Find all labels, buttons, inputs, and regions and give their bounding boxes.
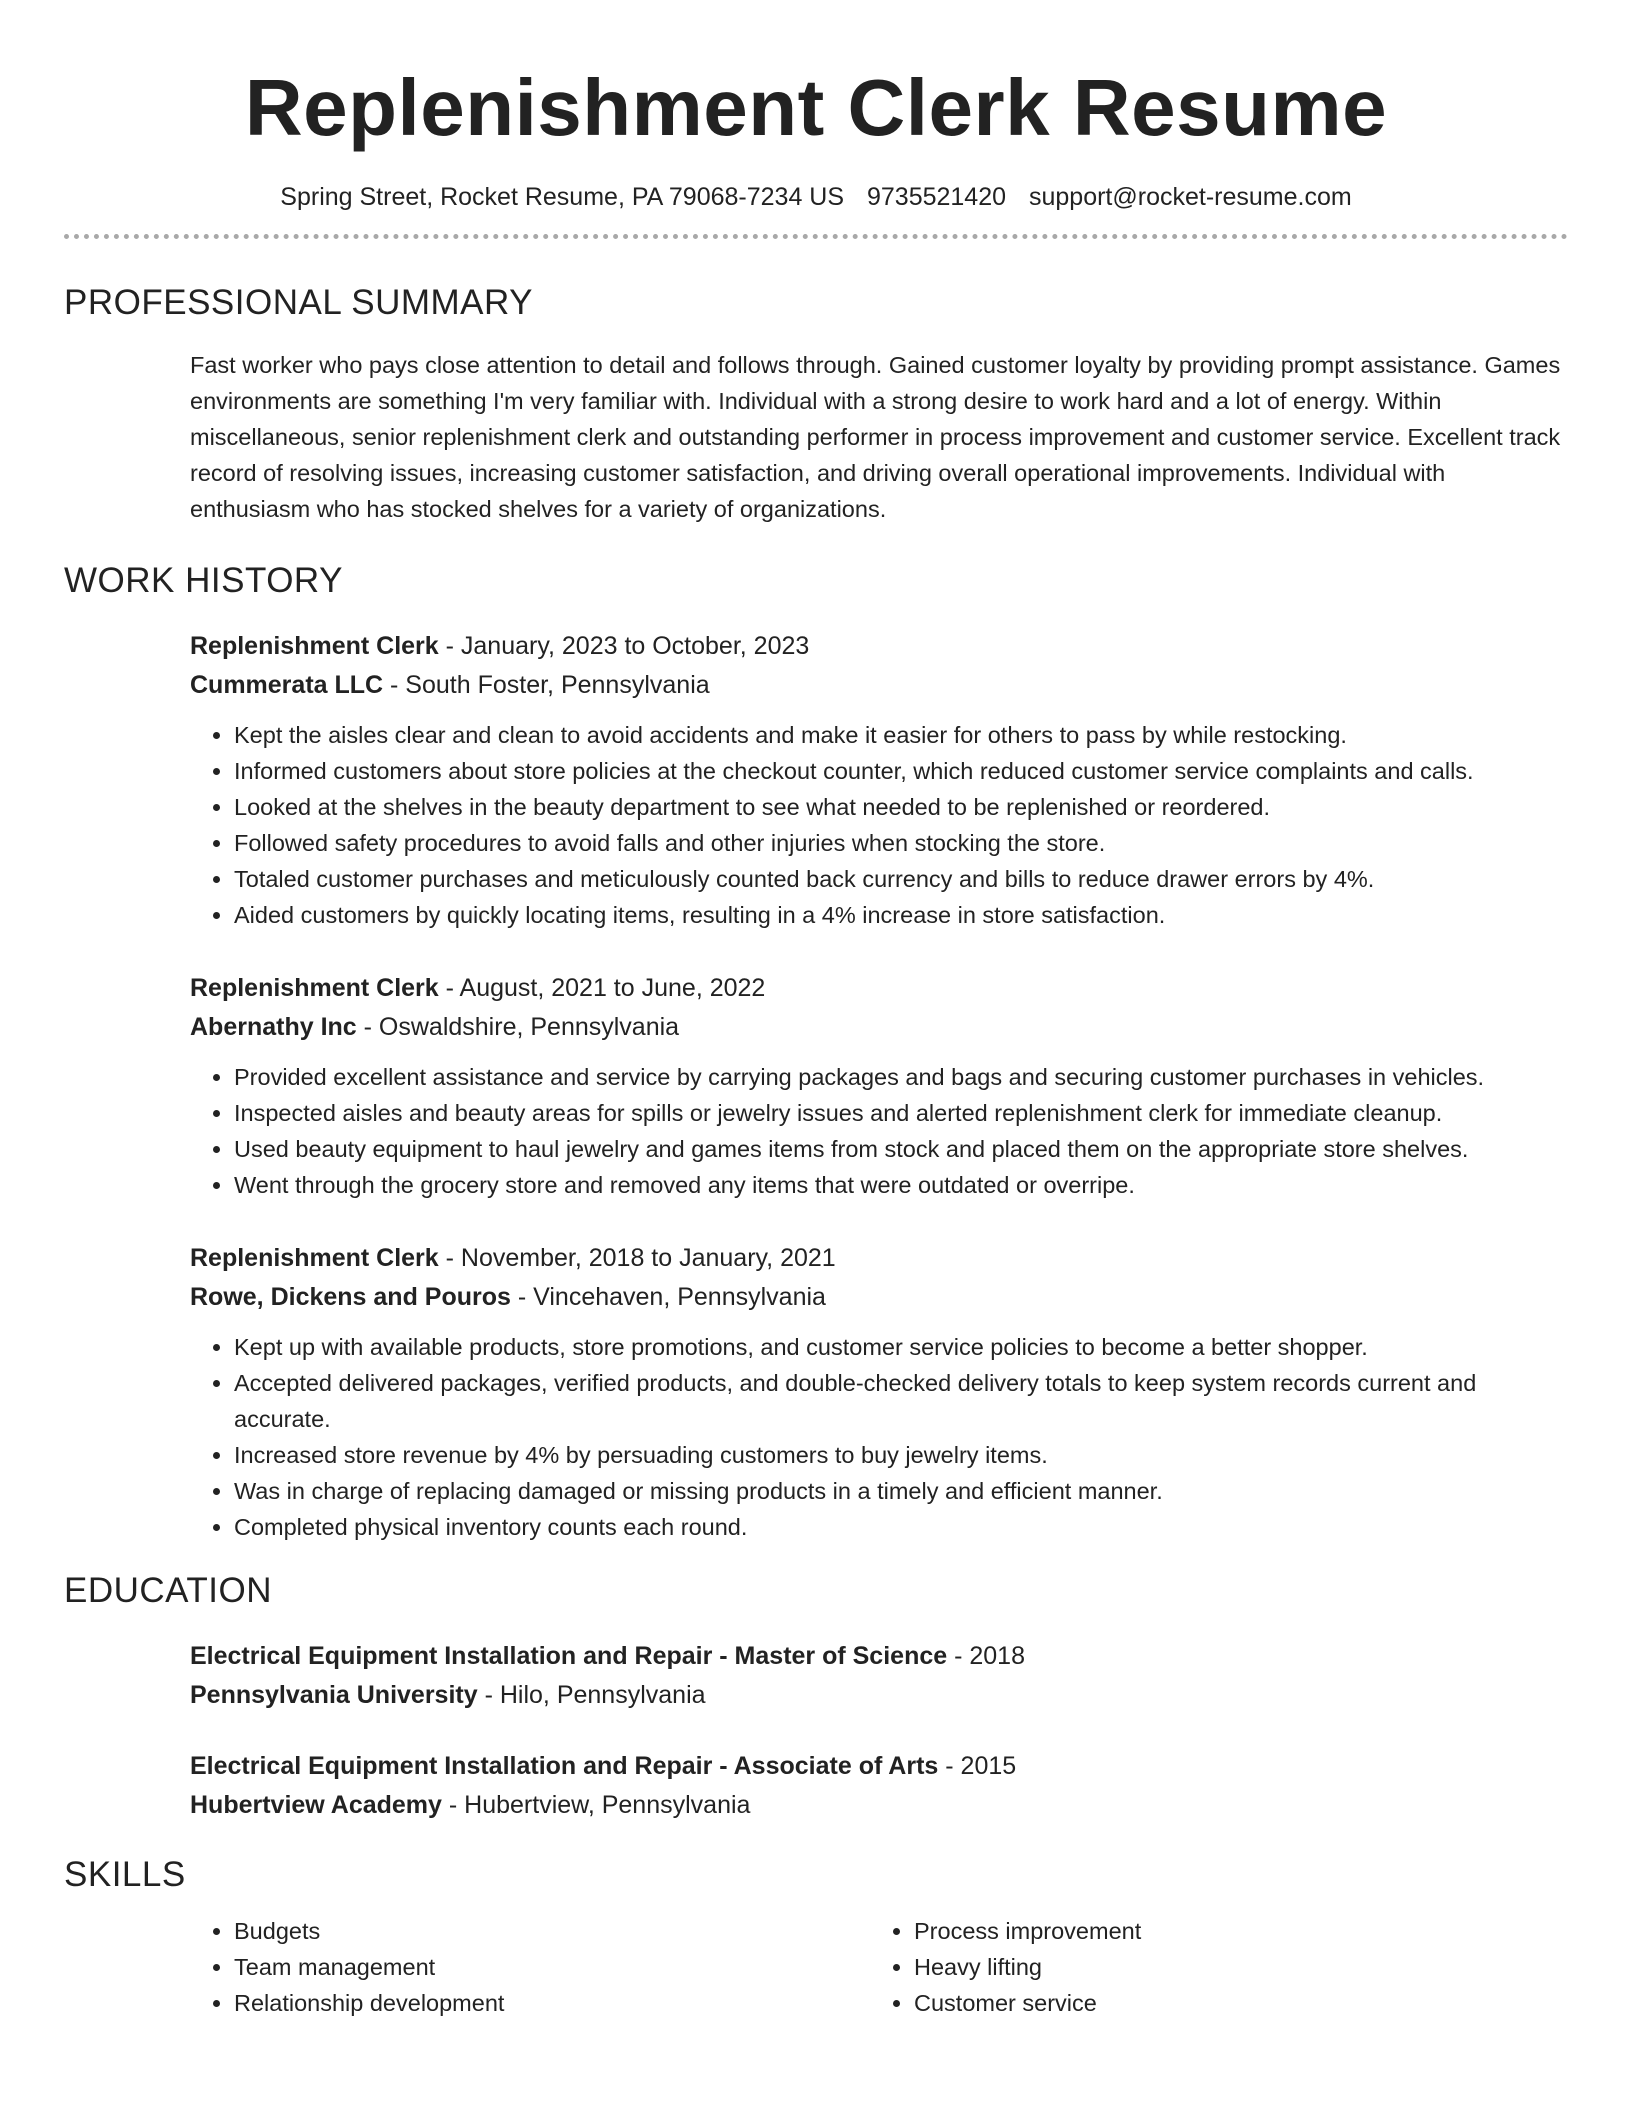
degree-year: - 2015 xyxy=(938,1752,1017,1780)
education-heading: EDUCATION xyxy=(64,1571,273,1610)
work-history-heading: WORK HISTORY xyxy=(64,561,343,600)
degree: Electrical Equipment Installation and Repair - Associate of Arts xyxy=(190,1752,939,1780)
job-dates: - August, 2021 to June, 2022 xyxy=(438,974,766,1002)
job-company-line xyxy=(190,666,1568,705)
job-location: - Vincehaven, Pennsylvania xyxy=(510,1283,826,1311)
contact-address: Spring Street, Rocket Resume, PA 79068-7234 US xyxy=(280,183,845,211)
skill-item: • Team management xyxy=(234,1949,870,1985)
skill-item: • Process improvement xyxy=(914,1913,1550,1949)
job-title: Replenishment Clerk xyxy=(190,632,439,660)
skill-item: • Customer service xyxy=(914,1985,1550,2021)
job-entry xyxy=(190,969,1568,1203)
job-dates: - November, 2018 to January, 2021 xyxy=(438,1244,836,1272)
job-dates: - January, 2023 to October, 2023 xyxy=(438,632,810,660)
skill-item: • Heavy lifting xyxy=(914,1949,1550,1985)
job-title-line xyxy=(190,627,1568,666)
job-entry xyxy=(190,627,1568,933)
school-location: - Hubertview, Pennsylvania xyxy=(441,1791,751,1819)
job-title: Replenishment Clerk xyxy=(190,974,439,1002)
degree-line xyxy=(190,1637,1568,1676)
degree-line xyxy=(190,1747,1568,1786)
skills-column-left xyxy=(190,1913,870,2021)
summary-heading: PROFESSIONAL SUMMARY xyxy=(64,283,533,322)
skill-item: • Budgets xyxy=(234,1913,870,1949)
list-item: • Aided customers by quickly locating items, resulting in a 4% increase in store satisfaction. xyxy=(234,897,1568,933)
skills-column-right xyxy=(870,1913,1550,2021)
job-company: Rowe, Dickens and Pouros xyxy=(190,1283,511,1311)
job-company-line xyxy=(190,1008,1568,1047)
contact-phone: 9735521420 xyxy=(866,183,1007,211)
job-bullets xyxy=(190,717,1568,933)
job-bullets xyxy=(190,1059,1568,1203)
job-company-line xyxy=(190,1278,1568,1317)
job-title-line xyxy=(190,969,1568,1008)
school-line xyxy=(190,1676,1568,1715)
job-entry xyxy=(190,1239,1568,1545)
education-entry xyxy=(190,1637,1568,1715)
list-item: • Accepted delivered packages, verified products, and double-checked delivery totals to keep system records current and accurate. xyxy=(234,1365,1568,1437)
list-item: • Used beauty equipment to haul jewelry and games items from stock and placed them on the appropriate store shelves. xyxy=(234,1131,1568,1167)
list-item: • Kept up with available products, store promotions, and customer service policies to become a better shopper. xyxy=(234,1329,1568,1365)
degree: Electrical Equipment Installation and Repair - Master of Science xyxy=(190,1642,948,1670)
skills-list xyxy=(190,1913,1568,2021)
skills-heading: SKILLS xyxy=(64,1855,186,1894)
education-entry xyxy=(190,1747,1568,1825)
header-divider xyxy=(64,234,1568,239)
resume-title: Replenishment Clerk Resume xyxy=(244,63,1388,152)
list-item: • Inspected aisles and beauty areas for spills or jewelry issues and alerted replenishment clerk for immediate cleanup. xyxy=(234,1095,1568,1131)
contact-line xyxy=(64,180,1568,214)
job-title: Replenishment Clerk xyxy=(190,1244,439,1272)
job-company: Abernathy Inc xyxy=(190,1013,357,1041)
list-item: • Informed customers about store policies at the checkout counter, which reduced customer service complaints and calls. xyxy=(234,753,1568,789)
summary-text: Fast worker who pays close attention to detail and follows through. Gained customer loyalty by providing prompt assistance. Games environments are something I'm very familiar with. Individual with a strong desire to work hard and a lot of energy. Within miscellaneous, senior replenishment clerk and outstanding performer in process improvement and customer service. Excellent track record of resolving issues, increasing customer satisfaction, and driving overall operational improvements. Individual with enthusiasm who has stocked shelves for a variety of organizations. xyxy=(190,352,1561,522)
list-item: • Totaled customer purchases and meticulously counted back currency and bills to reduce drawer errors by 4%. xyxy=(234,861,1568,897)
list-item: • Increased store revenue by 4% by persuading customers to buy jewelry items. xyxy=(234,1437,1568,1473)
list-item: • Followed safety procedures to avoid falls and other injuries when stocking the store. xyxy=(234,825,1568,861)
school: Pennsylvania University xyxy=(190,1681,478,1709)
degree-year: - 2018 xyxy=(947,1642,1025,1670)
skill-item: • Relationship development xyxy=(234,1985,870,2021)
school-line xyxy=(190,1786,1568,1825)
list-item: • Provided excellent assistance and service by carrying packages and bags and securing customer purchases in vehicles. xyxy=(234,1059,1568,1095)
list-item: • Looked at the shelves in the beauty department to see what needed to be replenished or reordered. xyxy=(234,789,1568,825)
job-location: - South Foster, Pennsylvania xyxy=(383,671,710,699)
job-bullets xyxy=(190,1329,1568,1545)
contact-email: support@rocket-resume.com xyxy=(1028,183,1352,211)
list-item: • Was in charge of replacing damaged or missing products in a timely and efficient manner. xyxy=(234,1473,1568,1509)
school: Hubertview Academy xyxy=(190,1791,442,1819)
list-item: • Kept the aisles clear and clean to avoid accidents and make it easier for others to pass by while restocking. xyxy=(234,717,1568,753)
job-location: - Oswaldshire, Pennsylvania xyxy=(356,1013,680,1041)
list-item: • Completed physical inventory counts each round. xyxy=(234,1509,1568,1545)
school-location: - Hilo, Pennsylvania xyxy=(477,1681,706,1709)
list-item: • Went through the grocery store and removed any items that were outdated or overripe. xyxy=(234,1167,1568,1203)
job-company: Cummerata LLC xyxy=(190,671,384,699)
job-title-line xyxy=(190,1239,1568,1278)
